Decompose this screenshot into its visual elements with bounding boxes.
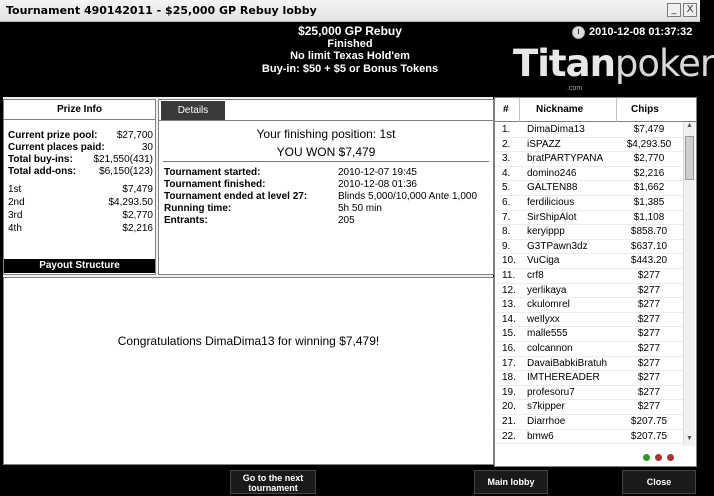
place-row: 2nd $4,293.50 bbox=[8, 197, 153, 208]
prize-row: Total add-ons: $6,150(123) bbox=[8, 166, 153, 177]
player-chips: $277 bbox=[637, 299, 661, 311]
finishing-position: Your finishing position: 1st bbox=[256, 127, 396, 141]
player-row[interactable] bbox=[495, 386, 683, 401]
detail-row: Running time: 5h 50 min bbox=[164, 203, 382, 214]
player-chips: $2,216 bbox=[633, 167, 665, 179]
player-chips: $1,385 bbox=[633, 197, 665, 208]
player-rank: 12. bbox=[502, 284, 516, 296]
player-nickname: G3TPawn3dz bbox=[527, 240, 588, 252]
prize-row: Current prize pool: $27,700 bbox=[8, 130, 153, 141]
player-rank: 21. bbox=[502, 416, 516, 427]
player-row[interactable] bbox=[495, 313, 683, 328]
player-nickname: GALTEN88 bbox=[527, 182, 578, 194]
place-row: 4th $2,216 bbox=[8, 223, 153, 234]
player-rank: 15. bbox=[502, 328, 516, 340]
player-row[interactable] bbox=[495, 240, 683, 255]
player-rank: 11. bbox=[502, 270, 516, 281]
player-row[interactable] bbox=[495, 254, 683, 269]
titanpoker-logo: Titanpoker .com bbox=[513, 42, 714, 92]
tab-details[interactable]: Details bbox=[161, 101, 225, 120]
player-row[interactable] bbox=[495, 298, 683, 313]
player-chips: $443.20 bbox=[630, 255, 668, 267]
minimize-button[interactable]: _ bbox=[667, 3, 681, 17]
player-row[interactable] bbox=[495, 123, 683, 138]
player-nickname: s7kipper bbox=[527, 401, 565, 413]
player-row[interactable] bbox=[495, 138, 683, 153]
detail-row: Tournament started: 2010-12-07 19:45 bbox=[164, 167, 417, 178]
tab-divider bbox=[159, 120, 493, 121]
player-row[interactable] bbox=[495, 357, 683, 372]
prize-row: Total buy-ins: $21,550(431) bbox=[8, 154, 153, 165]
player-rank: 14. bbox=[502, 313, 516, 325]
player-rank: 2. bbox=[502, 138, 511, 150]
player-chips: $2,770 bbox=[633, 153, 665, 165]
player-nickname: DavaiBabkiBratuh bbox=[527, 357, 608, 369]
player-nickname: SirShipAlot bbox=[527, 211, 577, 223]
player-row[interactable] bbox=[495, 284, 683, 299]
tournament-name: $25,000 GP Rebuy bbox=[298, 24, 402, 38]
status-dot-icon bbox=[667, 454, 674, 461]
player-rank: 5. bbox=[502, 182, 511, 194]
player-row[interactable] bbox=[495, 225, 683, 240]
title-bar bbox=[0, 0, 700, 22]
window-title: Tournament 490142011 - $25,000 GP Rebuy lobby bbox=[6, 4, 317, 17]
congratulations-message: Congratulations DimaDima13 for winning $7,479! bbox=[117, 334, 380, 348]
player-rank: 7. bbox=[502, 211, 511, 223]
player-row[interactable] bbox=[495, 181, 683, 196]
player-rank: 8. bbox=[502, 226, 511, 238]
player-nickname: colcannon bbox=[527, 343, 573, 354]
place-row: 3rd $2,770 bbox=[8, 210, 153, 221]
player-chips: $1,662 bbox=[633, 182, 665, 194]
player-chips: $277 bbox=[637, 270, 661, 281]
game-type: No limit Texas Hold'em bbox=[290, 50, 410, 62]
players-panel bbox=[494, 97, 697, 467]
player-rank: 22. bbox=[502, 430, 516, 442]
place-row: 1st $7,479 bbox=[8, 184, 153, 195]
detail-row: Tournament ended at level 27: Blinds 5,000/10,000 Ante 1,000 bbox=[164, 191, 478, 202]
player-rank: 9. bbox=[502, 240, 511, 252]
player-rank: 10. bbox=[502, 255, 516, 267]
player-chips: $277 bbox=[637, 372, 661, 384]
player-row[interactable] bbox=[495, 152, 683, 167]
player-chips: $277 bbox=[637, 386, 661, 398]
buy-in: Buy-in: $50 + $5 or Bonus Tokens bbox=[261, 62, 439, 75]
player-row[interactable] bbox=[495, 400, 683, 415]
player-nickname: malle555 bbox=[527, 328, 568, 340]
detail-row: Tournament finished: 2010-12-08 01:36 bbox=[164, 179, 417, 190]
player-nickname: keryippp bbox=[527, 226, 565, 238]
prize-info-heading: Prize Info bbox=[4, 100, 155, 120]
scroll-thumb[interactable] bbox=[685, 136, 694, 180]
tournament-header bbox=[0, 22, 714, 97]
player-row[interactable] bbox=[495, 430, 683, 445]
player-rank: 3. bbox=[502, 153, 511, 165]
column-chips[interactable]: Chips bbox=[631, 104, 659, 115]
players-table-header bbox=[495, 98, 696, 122]
player-nickname: DimaDima13 bbox=[527, 124, 585, 135]
prize-row: Current places paid: 30 bbox=[8, 142, 153, 153]
status-dot-icon bbox=[655, 454, 662, 461]
player-chips: $858.70 bbox=[630, 226, 668, 238]
footer-bar bbox=[0, 467, 700, 496]
scroll-down-icon[interactable]: ▼ bbox=[686, 435, 693, 442]
tournament-status: Finished bbox=[327, 37, 373, 50]
column-nickname[interactable]: Nickname bbox=[536, 104, 584, 115]
current-datetime: 2010-12-08 01:37:32 bbox=[589, 26, 693, 38]
player-nickname: crf8 bbox=[527, 270, 544, 281]
player-row[interactable] bbox=[495, 211, 683, 226]
player-rank: 1. bbox=[502, 124, 511, 135]
player-rank: 13. bbox=[502, 299, 516, 311]
player-nickname: iSPAZZ bbox=[527, 138, 561, 150]
player-nickname: bratPARTYPANA bbox=[527, 153, 604, 165]
player-nickname: profesoru7 bbox=[527, 386, 575, 398]
column-rank[interactable]: # bbox=[503, 104, 509, 115]
scroll-up-icon[interactable]: ▲ bbox=[686, 122, 693, 129]
player-rank: 20. bbox=[502, 401, 516, 413]
player-chips: $277 bbox=[637, 313, 661, 325]
player-chips: $1,108 bbox=[633, 211, 665, 223]
player-nickname: Diarrhoe bbox=[527, 416, 566, 427]
player-nickname: VuCiga bbox=[527, 255, 560, 267]
player-row[interactable] bbox=[495, 371, 683, 386]
player-chips: $277 bbox=[637, 357, 661, 369]
player-row[interactable] bbox=[495, 415, 683, 430]
player-chips: $207.75 bbox=[630, 430, 668, 442]
player-row[interactable] bbox=[495, 167, 683, 182]
player-rank: 16. bbox=[502, 343, 516, 354]
player-rank: 6. bbox=[502, 197, 511, 208]
player-nickname: bmw6 bbox=[527, 430, 554, 442]
player-row[interactable] bbox=[495, 342, 683, 357]
player-chips: $637.10 bbox=[630, 240, 668, 252]
player-nickname: ckulomrel bbox=[527, 299, 570, 311]
payout-structure-button[interactable]: Payout Structure bbox=[4, 259, 155, 273]
details-panel bbox=[158, 99, 494, 275]
player-chips: $277 bbox=[637, 328, 661, 340]
player-chips: $277 bbox=[637, 284, 661, 296]
player-chips: $207.75 bbox=[630, 416, 668, 427]
prize-info-panel bbox=[3, 99, 156, 275]
winnings-amount: YOU WON $7,479 bbox=[276, 145, 376, 159]
player-nickname: domino246 bbox=[527, 167, 577, 179]
player-rank: 18. bbox=[502, 372, 516, 384]
player-row[interactable] bbox=[495, 196, 683, 211]
details-divider bbox=[163, 161, 489, 162]
player-rank: 4. bbox=[502, 167, 511, 179]
player-row[interactable] bbox=[495, 327, 683, 342]
player-nickname: ferdilicious bbox=[527, 197, 575, 208]
next-tournament-button[interactable]: Go to the next tournament bbox=[230, 470, 316, 494]
detail-row: Entrants: 205 bbox=[164, 215, 355, 226]
player-chips: $7,479 bbox=[633, 124, 665, 135]
congratulations-panel bbox=[3, 277, 494, 465]
player-nickname: weIlyxx bbox=[527, 313, 560, 325]
player-rank: 19. bbox=[502, 386, 516, 398]
player-rank: 17. bbox=[502, 357, 516, 369]
players-scrollbar[interactable] bbox=[683, 122, 695, 446]
close-window-button[interactable]: X bbox=[683, 3, 697, 17]
clock-icon bbox=[572, 26, 585, 39]
player-chips: $4,293.50 bbox=[626, 138, 672, 150]
close-button[interactable]: Close bbox=[622, 470, 696, 494]
player-nickname: yerlikaya bbox=[527, 284, 567, 296]
player-row[interactable] bbox=[495, 269, 683, 284]
player-nickname: IMTHEREADER bbox=[527, 372, 600, 384]
status-dot-icon bbox=[643, 454, 650, 461]
player-chips: $277 bbox=[637, 343, 661, 354]
player-chips: $277 bbox=[637, 401, 661, 413]
main-lobby-button[interactable]: Main lobby bbox=[474, 470, 548, 494]
